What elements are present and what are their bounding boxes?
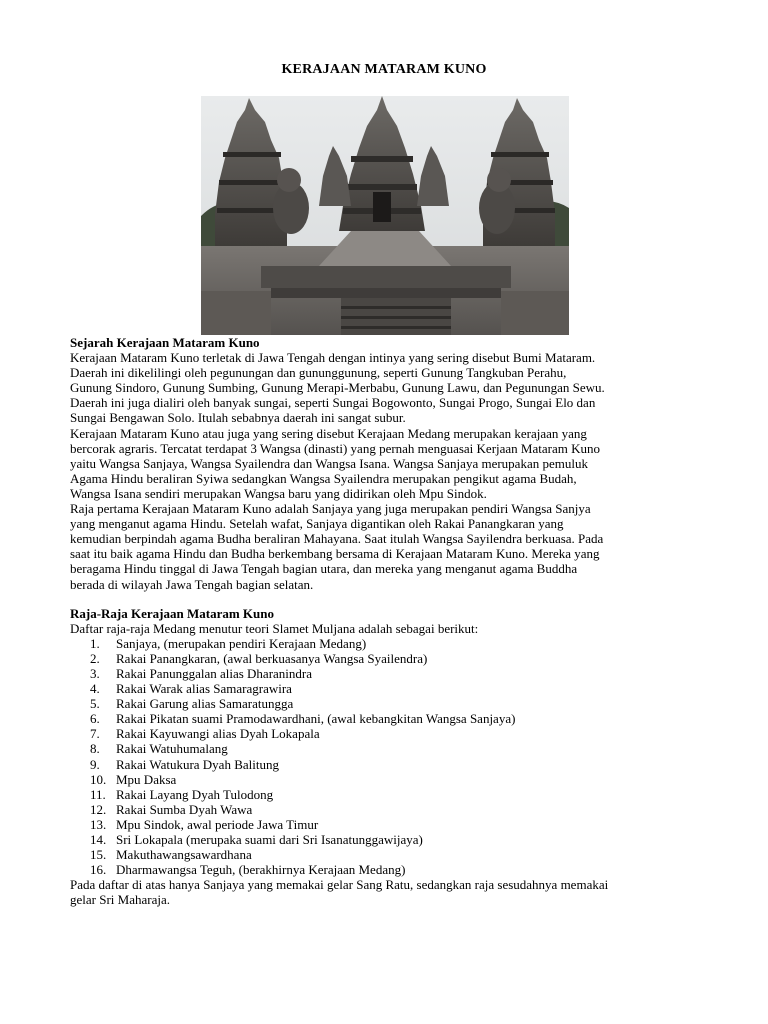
list-item: [70, 711, 710, 726]
list-number: 5.: [90, 696, 100, 712]
kings-intro: Daftar raja-raja Medang menutur teori Slamet Muljana adalah sebagai berikut:: [70, 620, 479, 636]
list-item-text: Rakai Watukura Dyah Balitung: [116, 756, 279, 772]
list-item-text: Mpu Daksa: [116, 771, 177, 787]
document-body: [70, 335, 710, 907]
list-item-text: Rakai Kayuwangi alias Dyah Lokapala: [116, 726, 320, 742]
list-item: [70, 636, 710, 651]
list-item: [70, 787, 710, 802]
list-item-text: Sanjaya, (merupakan pendiri Kerajaan Medang): [116, 635, 367, 651]
list-number: 10.: [90, 771, 107, 787]
list-number: 3.: [90, 665, 100, 681]
section-heading-history: Sejarah Kerajaan Mataram Kuno: [70, 335, 260, 350]
list-number: 13.: [90, 816, 107, 832]
list-item-text: Rakai Layang Dyah Tulodong: [116, 786, 274, 802]
list-item: [70, 757, 710, 772]
text-line: Raja pertama Kerajaan Mataram Kuno adalah Sanjaya yang juga merupakan pendiri Wangsa Sanjya: [70, 501, 591, 517]
list-item: [70, 666, 710, 681]
text-line: bercorak agraris. Tercatat terdapat 3 Wangsa (dinasti) yang pernah menguasai Kerjaan Mataram Kuno: [70, 440, 600, 456]
text-line: Daerah ini juga dialiri oleh banyak sungai, seperti Sungai Bogowonto, Sungai Progo, Sungai Elo dan: [70, 395, 596, 411]
section-heading-kings: Raja-Raja Kerajaan Mataram Kuno: [70, 605, 274, 621]
text-line: yaitu Wangsa Sanjaya, Wangsa Syailendra dan Wangsa Isana. Wangsa Sanjaya merupakan pemuluk: [70, 455, 588, 471]
list-item-text: Rakai Garung alias Samaratungga: [116, 696, 294, 712]
kings-list: [70, 636, 710, 878]
list-number: 11.: [90, 786, 106, 802]
list-number: 14.: [90, 832, 107, 847]
list-number: 1.: [90, 635, 100, 651]
list-item: [70, 847, 710, 862]
list-number: 16.: [90, 862, 107, 878]
text-line: kemudian berpindah agama Budha beraliran Mahayana. Saat itulah Wangsa Sayilendra berkuasa. Pada: [70, 531, 604, 547]
list-item: [70, 651, 710, 666]
list-item-text: Dharmawangsa Teguh, (berakhirnya Kerajaan Medang): [116, 862, 406, 878]
list-item-text: Makuthawangsawardhana: [116, 847, 252, 863]
text-line: Wangsa Isana sendiri merupakan Wangsa baru yang didirikan oleh Mpu Sindok.: [70, 485, 487, 501]
text-line: berada di wilayah Jawa Tengah bagian selatan.: [70, 576, 314, 592]
list-item: [70, 772, 710, 787]
list-number: 7.: [90, 726, 100, 742]
list-item: [70, 726, 710, 741]
text-line: Sungai Bengawan Solo. Itulah sebabnya daerah ini sangat subur.: [70, 410, 406, 426]
list-item: [70, 817, 710, 832]
text-line: saat itu baik agama Hindu dan Budha berkembang bersama di Kerajaan Mataram Kuno. Mereka yang: [70, 546, 600, 562]
list-number: 8.: [90, 741, 100, 757]
list-item-text: Rakai Watuhumalang: [116, 741, 228, 757]
list-item-text: Rakai Sumba Dyah Wawa: [116, 801, 253, 817]
list-item-text: Sri Lokapala (merupaka suami dari Sri Isanatunggawijaya): [116, 832, 423, 847]
list-number: 4.: [90, 681, 100, 697]
text-line: yang menganut agama Hindu. Setelah wafat, Sanjaya digantikan oleh Rakai Panangkaran yang: [70, 516, 564, 532]
history-text: [70, 350, 710, 592]
list-number: 15.: [90, 847, 107, 863]
list-item-text: Mpu Sindok, awal periode Jawa Timur: [116, 816, 319, 832]
text-line: Daerah ini dikelilingi oleh pegunungan dan gununggunung, seperti Gunung Tangkuban Perahu,: [70, 365, 567, 381]
text-line: gelar Sri Maharaja.: [70, 892, 170, 908]
list-item-text: Rakai Panangkaran, (awal berkuasanya Wangsa Syailendra): [116, 650, 428, 666]
list-item-text: Rakai Panunggalan alias Dharanindra: [116, 665, 313, 681]
text-line: Kerajaan Mataram Kuno terletak di Jawa Tengah dengan intinya yang sering disebut Bumi Mataram.: [70, 350, 596, 366]
text-line: Kerajaan Mataram Kuno atau juga yang sering disebut Kerajaan Medang merupakan kerajaan yang: [70, 425, 587, 441]
list-item: [70, 802, 710, 817]
list-item-text: Rakai Warak alias Samaragrawira: [116, 681, 292, 697]
list-item: [70, 832, 710, 847]
text-line: beragama Hindu tinggal di Jawa Tengah bagian utara, dan mereka yang menganut agama Buddha: [70, 561, 578, 577]
list-number: 6.: [90, 711, 100, 727]
list-item: [70, 696, 710, 711]
text-line: Pada daftar di atas hanya Sanjaya yang memakai gelar Sang Ratu, sedangkan raja sesudahnya memakai: [70, 877, 609, 893]
list-item: [70, 862, 710, 877]
list-number: 12.: [90, 801, 107, 817]
list-item-text: Rakai Pikatan suami Pramodawardhani, (awal kebangkitan Wangsa Sanjaya): [116, 711, 516, 727]
document-title: KERAJAAN MATARAM KUNO: [281, 62, 487, 77]
list-item: [70, 681, 710, 696]
list-number: 9.: [90, 756, 100, 772]
text-line: Agama Hindu beraliran Syiwa sedangkan Wangsa Syailendra merupakan pengikut agama Budah,: [70, 470, 577, 486]
temple-photo: [201, 96, 569, 335]
list-item: [70, 741, 710, 756]
list-number: 2.: [90, 650, 100, 666]
paragraph-gap: [70, 592, 710, 606]
text-line: Gunung Sindoro, Gunung Sumbing, Gunung Merapi-Merbabu, Gunung Lawu, dan Pegunungan Sewu.: [70, 380, 605, 396]
